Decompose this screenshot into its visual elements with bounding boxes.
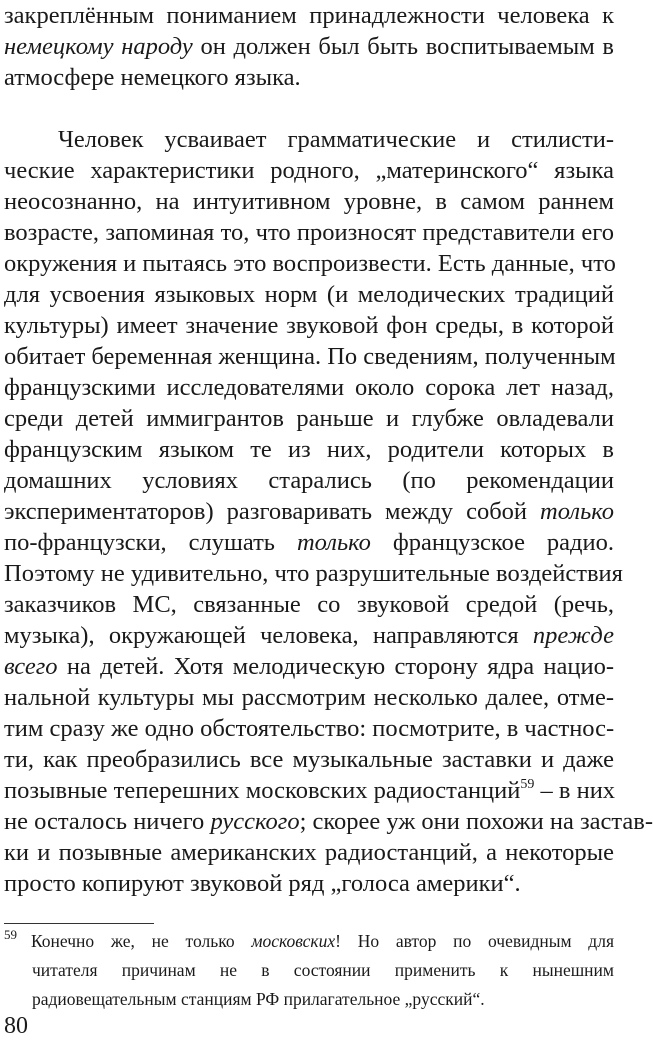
text-line: Поэтому не удивительно, что разрушительные воздействия xyxy=(4,560,623,587)
footnote-line: радиовещательным станциям РФ прилагательное „русский“. xyxy=(32,989,485,1009)
text-line: не осталось ничего русского; скорее уж они похожи на застав- xyxy=(4,808,653,835)
text-line: французским языком те из них, родители которых в xyxy=(4,436,614,463)
footnote-line: $^{59}$ Конечно же, не только московских! Но автор по очевидным для xyxy=(4,927,614,951)
page-number: 80 xyxy=(4,1013,28,1039)
italic-word: только xyxy=(296,529,371,556)
text-line: атмосфере немецкого языка. xyxy=(4,64,301,91)
text-line: среди детей иммигрантов раньше и глубже овладевали xyxy=(4,405,614,432)
footnote-divider xyxy=(4,923,154,924)
text-line: закреплённым пониманием принадлежности человека к xyxy=(4,2,614,29)
footnote-line: читателя причинам не в состоянии применить к нынешним xyxy=(32,960,614,980)
text-line: ки и позывные американских радиостанций, а некоторые xyxy=(4,839,614,866)
text-line: французскими исследователями около сорока лет назад, xyxy=(4,374,614,401)
text-line: для усвоения языковых норм (и мелодических традиций xyxy=(4,281,614,308)
text-line: тим сразу же одно обстоятельство: посмотрите, в частнос- xyxy=(4,715,615,742)
text-line: окружения и пытаясь это воспроизвести. Есть данные, что xyxy=(4,250,616,277)
text-line: ческие характеристики родного, „материнского“ языка xyxy=(4,157,614,184)
italic-word: русского xyxy=(210,808,300,835)
footnote-reference[interactable]: 59 xyxy=(520,777,535,792)
italic-word: всего xyxy=(4,653,58,680)
text-line: неосознанно, на интуитивном уровне, в самом раннем xyxy=(4,188,614,215)
text-line: домашних условиях старались (по рекомендации xyxy=(4,467,614,494)
italic-word: московских xyxy=(251,931,336,951)
text-line: ти, как преобразились все музыкальные заставки и даже xyxy=(4,746,614,773)
text-line: по-французски, слушать только французское радио. xyxy=(4,529,614,556)
text-line: позывные теперешних московских радиостанций$^{59}$ – в них xyxy=(4,777,616,804)
text-line: немецкому народу он должен был быть воспитываемым в xyxy=(4,33,615,60)
text-line: Человек усваивает грамматические и стилисти- xyxy=(58,126,614,153)
text-line: всего на детей. Хотя мелодическую сторону ядра нацио- xyxy=(4,653,614,680)
text-line: возрасте, запоминая то, что произносят представители его xyxy=(4,219,614,246)
text-line: нальной культуры мы рассмотрим несколько далее, отме- xyxy=(4,684,614,711)
footnote-number: 59 xyxy=(4,927,17,942)
text-line: заказчиков МС, связанные со звуковой средой (речь, xyxy=(4,591,614,618)
italic-phrase: немецкому народу xyxy=(4,33,193,60)
italic-word: прежде xyxy=(532,622,614,649)
text-line: просто копируют звуковой ряд „голоса америки“. xyxy=(4,870,521,897)
text-line: экспериментаторов) разговаривать между собой только xyxy=(4,498,614,525)
text-line: музыка), окружающей человека, направляются прежде xyxy=(4,622,614,649)
text-line: культуры) имеет значение звуковой фон среды, в которой xyxy=(4,312,614,339)
text-line: обитает беременная женщина. По сведениям, полученным xyxy=(4,343,616,370)
italic-word: только xyxy=(540,498,614,525)
